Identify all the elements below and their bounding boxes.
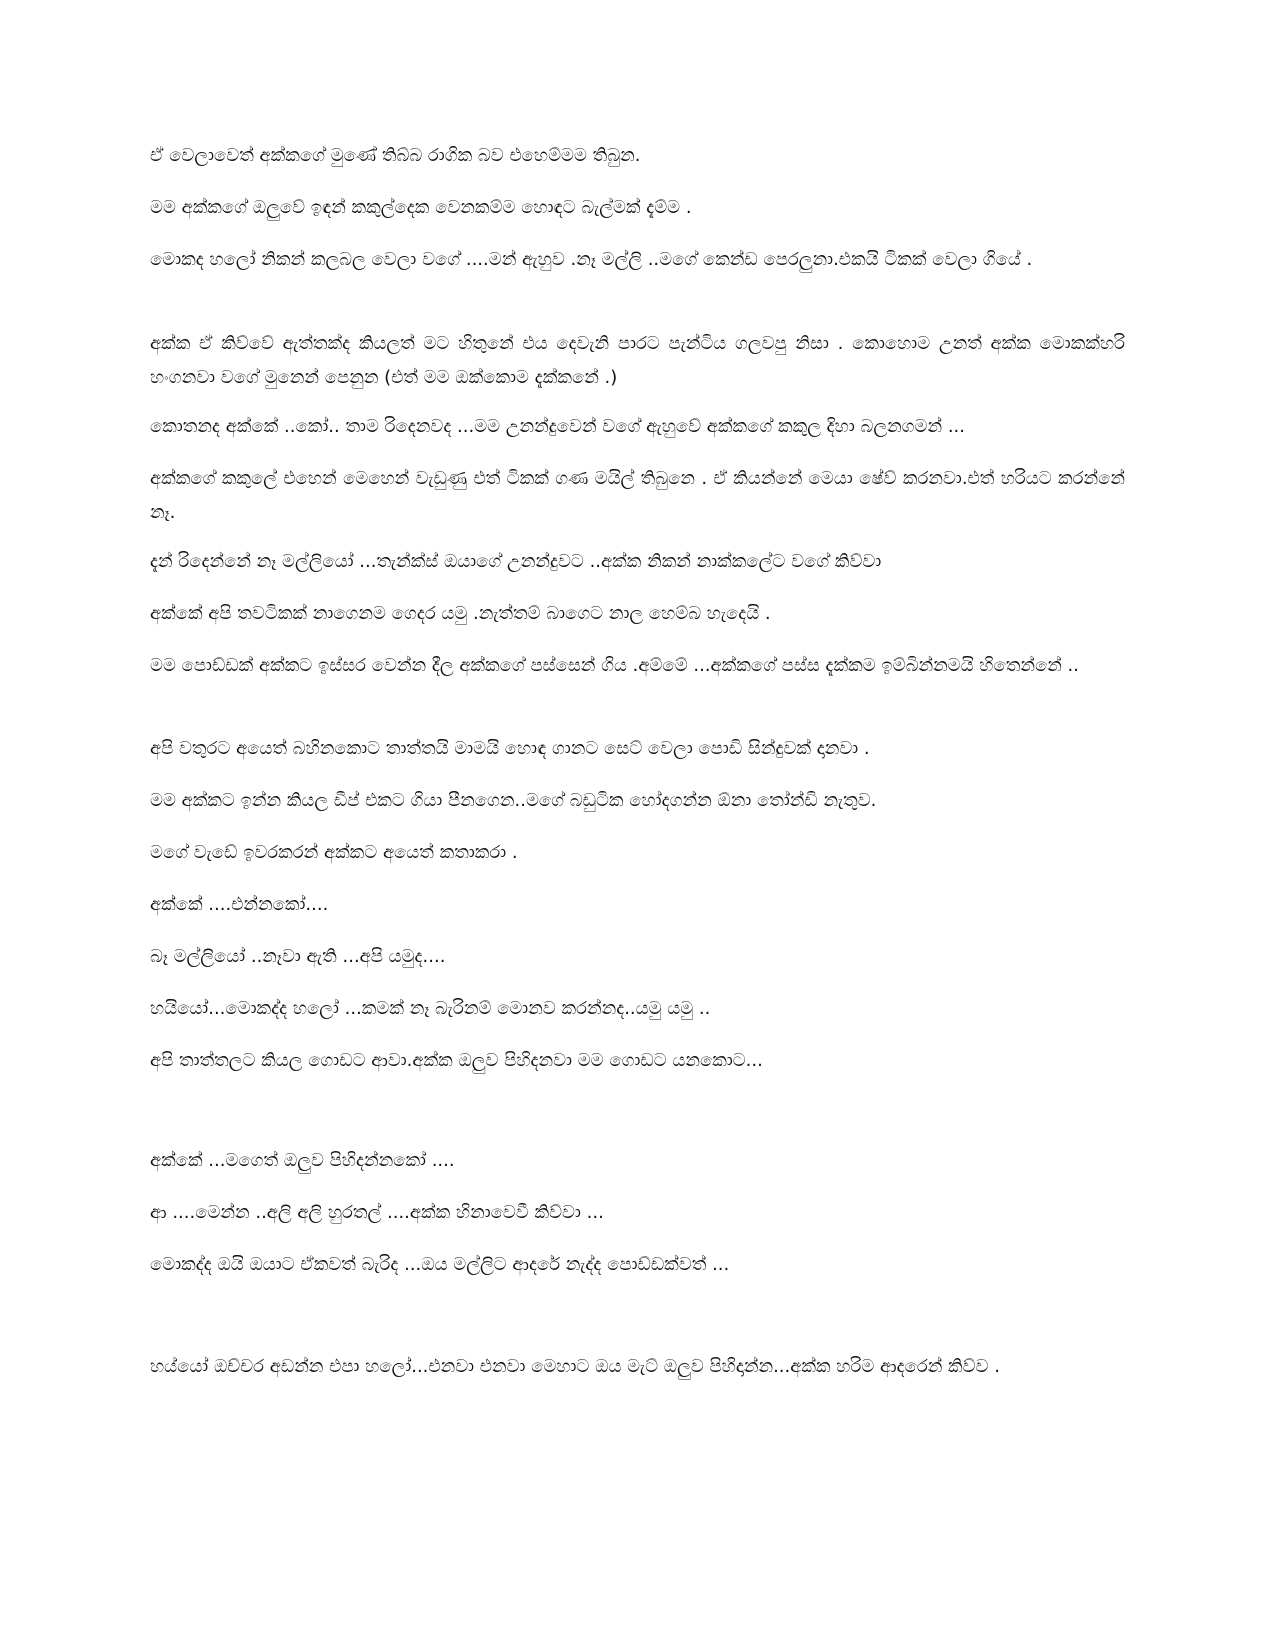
paragraph-13: අක්කේ ....එන්නකෝ.... <box>150 894 329 915</box>
paragraph-3: මොකද හලෝ නිකන් කලබල වෙලා වගේ ....මන් ඇහුව .නෑ මල්ලි ..මගේ කෙන්ඩ පෙරලුනා.එකයි ටිකක් වෙලා ගියේ . <box>150 249 1033 270</box>
paragraph-17: අක්කේ ...මගෙත් ඔලුව පිහිදන්නකෝ .... <box>150 1150 455 1171</box>
paragraph-5: කොතනද අක්කේ ..කෝ.. තාම රිදෙනවද ...මම උනන්දුවෙන් වගේ ඇහුවේ අක්කගේ කකුල දිහා බලනගමන් ... <box>150 416 966 437</box>
paragraph-7: දැන් රිදෙන්නේ නෑ මල්ලියෝ ...තැන්ක්ස් ඔයාගේ උනන්දුවට ..අක්ක නිකන් නාක්කලේට වගේ කිව්වා <box>150 551 882 572</box>
paragraph-1: ඒ වෙලාවෙත් අක්කගේ මුණේ තිබ්බ රාගික බව එහෙම්මම තිබුන. <box>150 145 641 166</box>
paragraph-14: බෑ මල්ලියෝ ..නෑවා ඇති ...අපි යමුද.... <box>150 946 446 967</box>
paragraph-20: හය්යෝ ඔච්චර අඩන්න එපා හලෝ...එනවා එනවා මෙහාට ඔය මැට් ඔලුව පිහිදාන්න...අක්ක හරිම ආදරෙන් කිව්ව . <box>150 1356 1000 1377</box>
paragraph-16: අපි තාත්තලට කියල ගොඩට ආවා.අක්ක ඔලුව පිහිදනවා මම ගොඩට යනකොට... <box>150 1050 763 1071</box>
paragraph-8: අක්කේ අපි තවටිකක් නාගෙනම ගෙදර යමු .නැත්තම් බාගෙට නාල හෙම්බ හැදෙයි . <box>150 603 771 624</box>
paragraph-4: අක්ක ඒ කිව්වේ ඇත්තක්ද කියලත් මට හිතුනේ එය දෙවැනි පාරට පැන්ටිය ගලවපු නිසා . කොහොම උනත් අක්ක මොකක්හරි හංගනවා වගේ මුනෙන් පෙනුන (එත් මම ඔක්කොම දැක්කනේ .) <box>150 333 1125 388</box>
paragraph-2: මම අක්කගේ ඔලුවේ ඉඳන් කකුල්දෙක වෙනකම්ම හොඳට බැල්මක් දැම්ම . <box>150 197 692 218</box>
paragraph-18: ආ ....මෙන්න ..අලි අලි හුරතල් ....අක්ක හිනාවෙවී කිව්වා ... <box>150 1202 604 1223</box>
paragraph-15: හයියෝ...මොකද්ද හලෝ ...කමක් නෑ බැරිනම් මොනව කරන්නද..යමු යමු .. <box>150 998 711 1019</box>
paragraph-12: මගේ වැඩේ ඉවරකරන් අක්කට අයෙත් කතාකරා . <box>150 842 518 863</box>
paragraph-19: මොකද්ද ඔයි ඔයාට ඒකවත් බැරිද ...ඔය මල්ලිට ආදරේ නැද්ද පොඩ්ඩක්වත් ... <box>150 1254 730 1275</box>
paragraph-11: මම අක්කට ඉන්න කියල ඩීප් එකට ගියා පීනගෙන..මගේ බඩුටික හෝදගන්න ඕනා තෝන්ඩි නැතුව. <box>150 790 877 811</box>
paragraph-10: අපි වතුරට අයෙත් බහිනකොට තාත්තයි මාමයි හොඳ ගානට සෙට් වෙලා පොඩි සින්දුවක් දානවා . <box>150 738 870 759</box>
paragraph-6: අක්කගේ කකුලේ එහෙන් මෙහෙන් වැඩුණු එත් ටිකක් ගණ මයිල් තිබුනෙ . ඒ කියන්නේ මෙයා ෂේව් කරනවා.එත් හරියට කරන්නේ නෑ. <box>150 468 1125 523</box>
paragraph-9: මම පොඩ්ඩක් අක්කට ඉස්සර වෙන්න දීල අක්කගේ පස්සෙන් ගිය .අම්මේ ...අක්කගේ පස්ස දැක්කම ඉම්බින්නමයි හිතෙන්නේ .. <box>150 655 1079 676</box>
